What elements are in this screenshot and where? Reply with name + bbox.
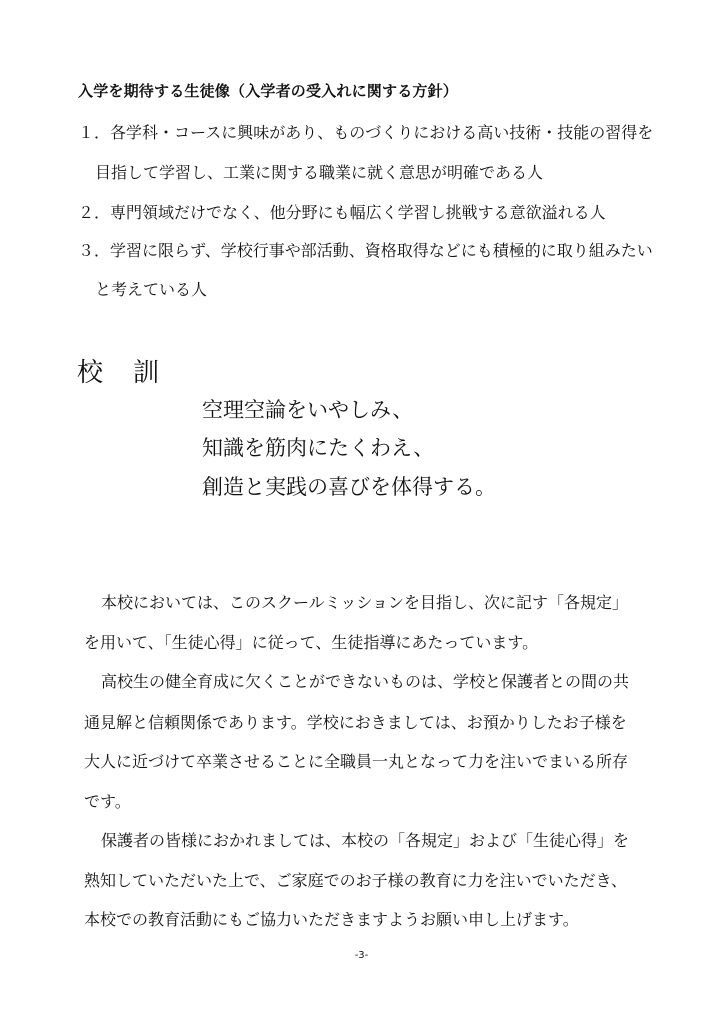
motto-line-3: 創造と実践の喜びを体得する。 <box>202 475 496 499</box>
body-line-8: 熟知していただいた上で、ご家庭でのお子様の教育に力を注いでいただき、 <box>84 871 628 890</box>
body-line-7: 保護者の皆様におかれましては、本校の「各規定」および「生徒心得」を <box>101 831 630 850</box>
body-line-9: 本校での教育活動にもご協力いただきますようお願い申し上げます。 <box>84 910 579 929</box>
motto-line-1: 空理空論をいやしみ、 <box>202 398 414 422</box>
body-line-2: を用いて、「生徒心得」に従って、生徒指導にあたっています。 <box>84 633 539 652</box>
body-line-1: 本校においては、このスクールミッションを目指し、次に記す「各規定」 <box>101 593 629 612</box>
body-line-5: 大人に近づけて卒業させることに全職員一丸となって力を注いでまいる所存 <box>84 752 629 771</box>
policy-item-1-line-1: １．各学科・コースに興味があり、ものづくりにおける高い技術・技能の習得を <box>78 123 654 142</box>
body-line-3: 高校生の健全育成に欠くことができないものは、学校と保護者との間の共 <box>101 672 630 691</box>
policy-item-1-line-2: 目指して学習し、工業に関する職業に就く意思が明確である人 <box>95 163 544 182</box>
policy-item-2-line-1: ２．専門領域だけでなく、他分野にも幅広く学習し挑戦する意欲溢れる人 <box>78 203 606 222</box>
motto-heading: 校 訓 <box>77 358 162 388</box>
page-number: -3- <box>354 950 369 961</box>
policy-item-3-line-2: と考えている人 <box>95 280 208 299</box>
body-line-4: 通見解と信頼関係であります。学校におきましては、お預かりしたお子様を <box>84 713 627 732</box>
admission-policy-title: 入学を期待する生徒像（入学者の受入れに関する方針） <box>78 82 459 100</box>
motto-line-2: 知識を筋肉にたくわえ、 <box>202 436 435 460</box>
body-line-6: です。 <box>84 792 131 811</box>
policy-item-3-line-1: ３．学習に限らず、学校行事や部活動、資格取得などにも積極的に取り組みたい <box>78 241 653 260</box>
